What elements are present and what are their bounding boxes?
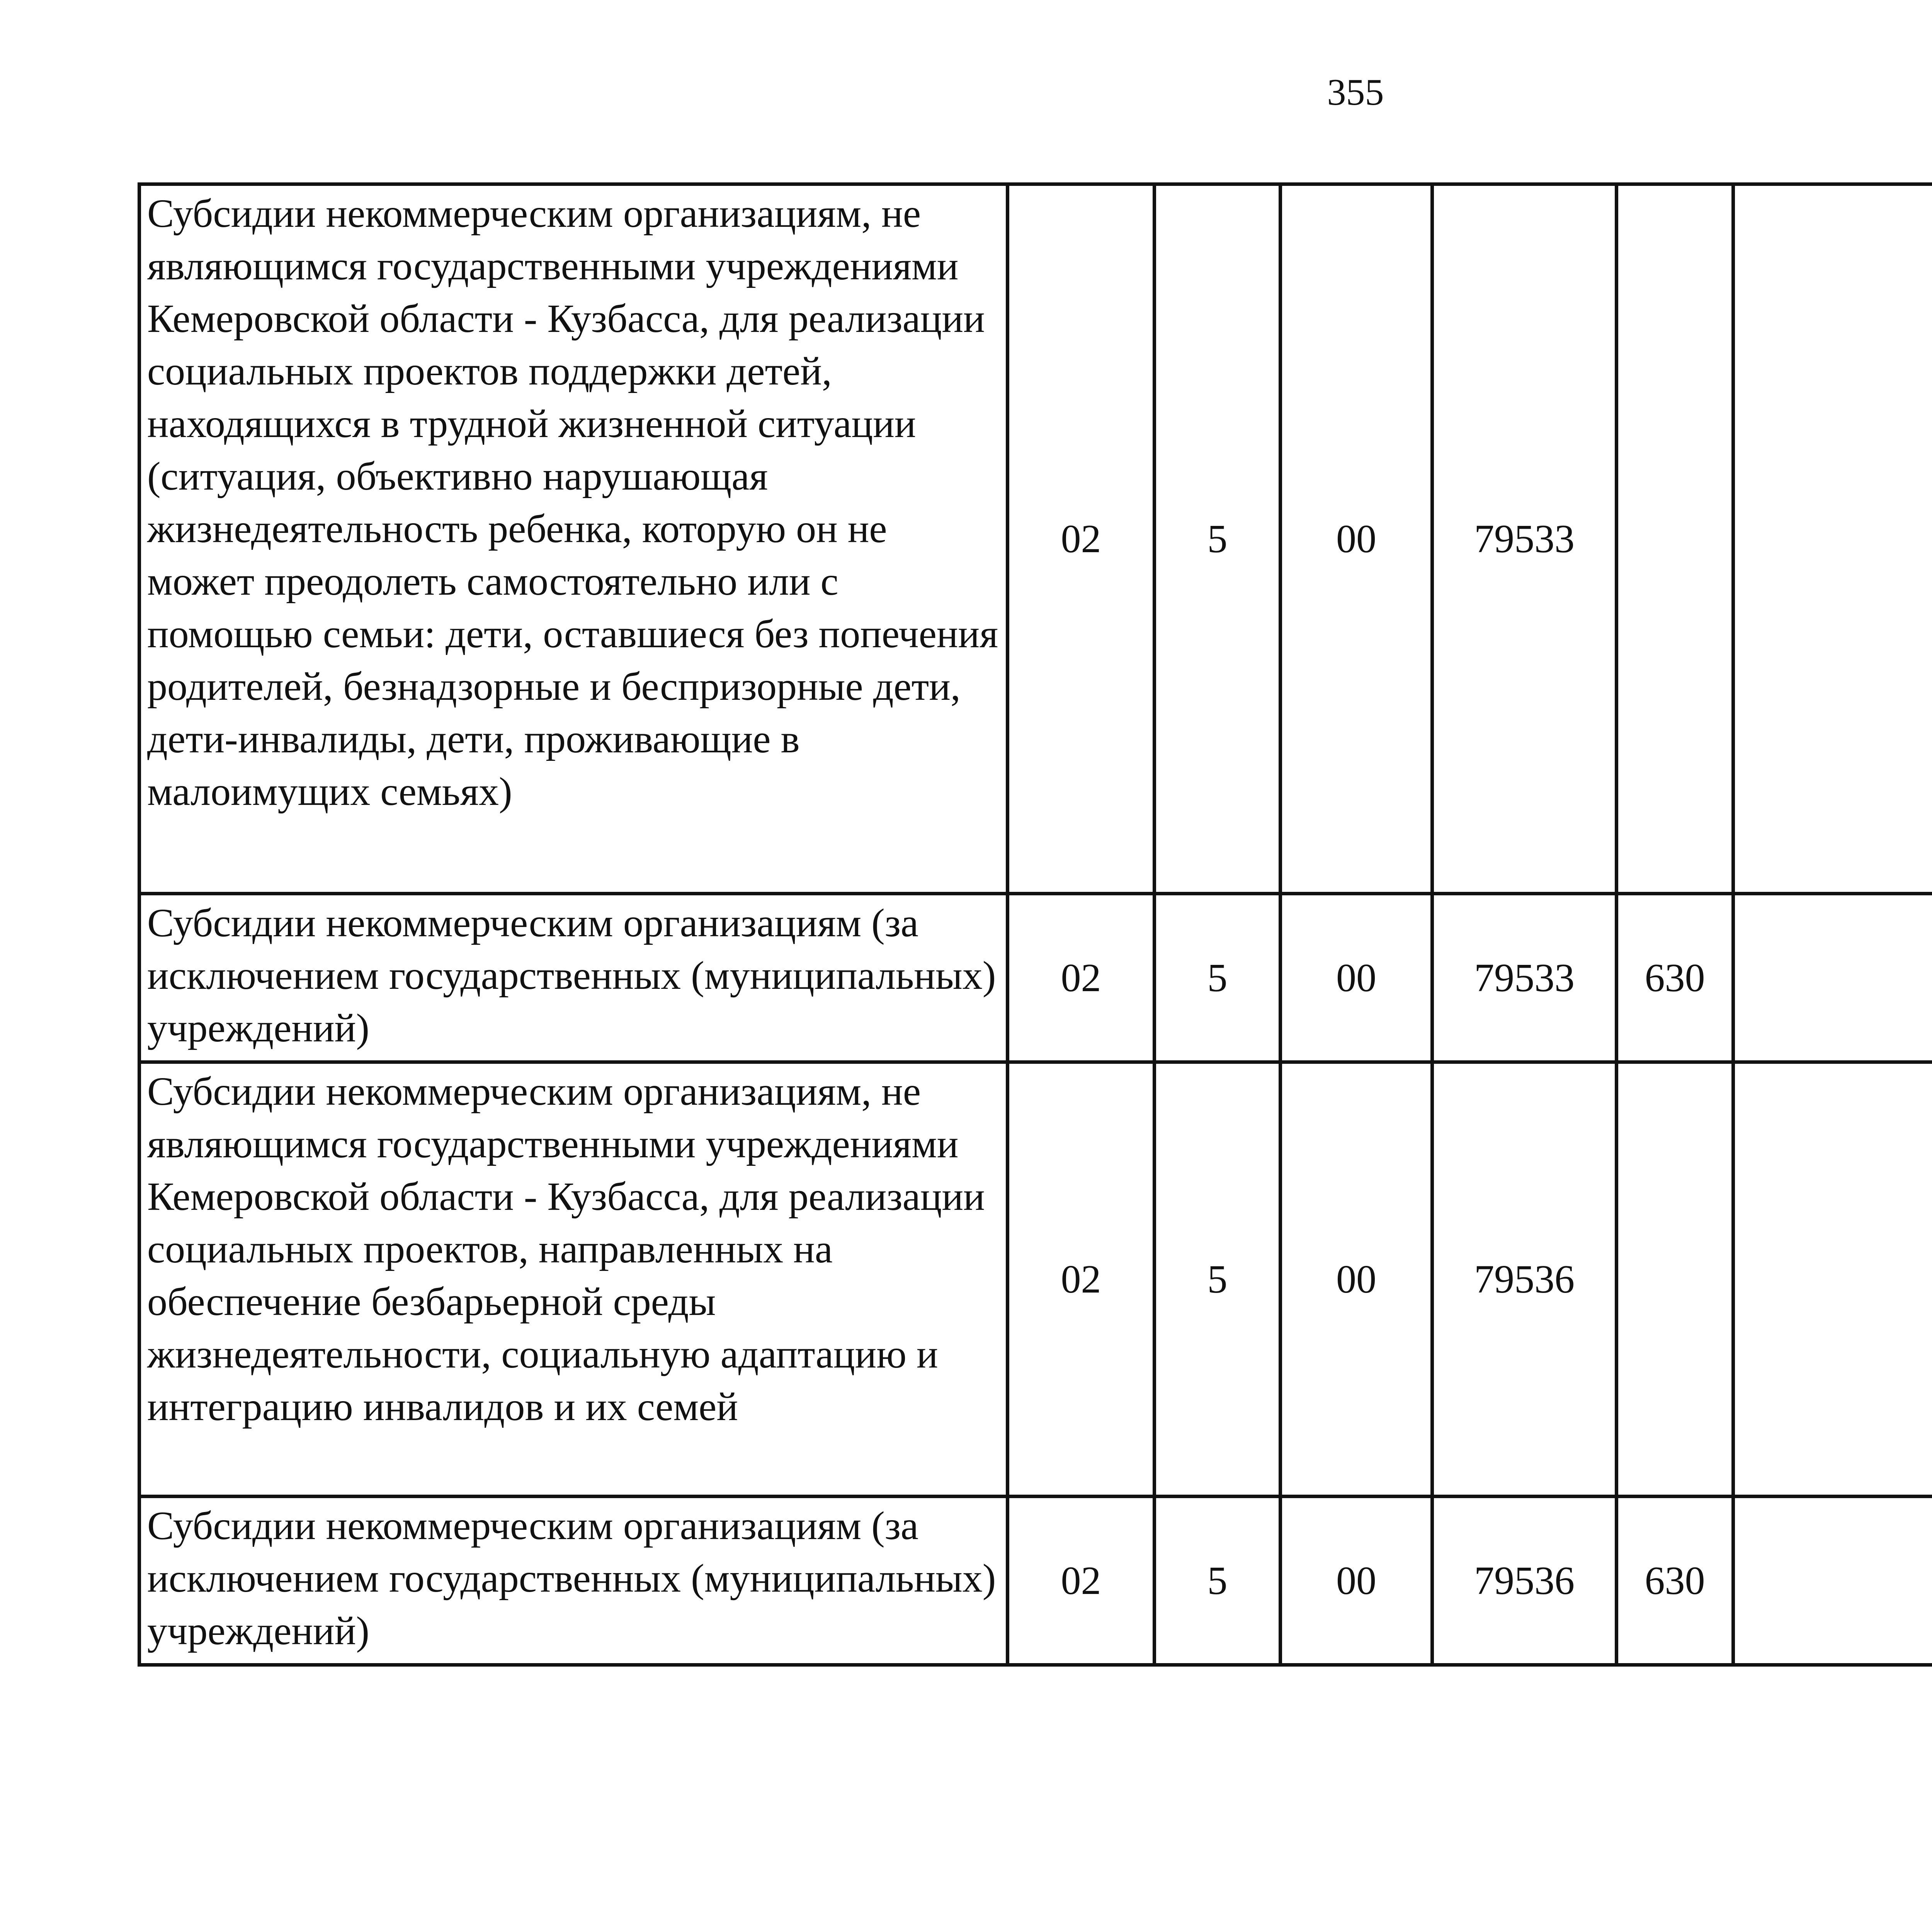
direction-code-cell: 79533 [1432, 894, 1617, 1062]
program-code-cell: 5 [1155, 894, 1281, 1062]
direction-code-cell: 79536 [1432, 1062, 1617, 1497]
amount-year1-cell [1733, 184, 1932, 894]
expense-type-cell [1617, 184, 1733, 894]
amount-year1-cell [1733, 894, 1932, 1062]
table-row [139, 184, 1932, 894]
table-row [139, 1062, 1932, 1497]
subprogram-code-cell: 00 [1281, 1062, 1432, 1497]
program-code-cell: 5 [1155, 184, 1281, 894]
subprogram-code-cell: 00 [1281, 184, 1432, 894]
table-row [139, 1497, 1932, 1665]
expense-type-cell: 630 [1617, 894, 1733, 1062]
section-code-cell: 02 [1008, 1497, 1155, 1665]
subprogram-code-cell: 00 [1281, 894, 1432, 1062]
section-code-cell: 02 [1008, 1062, 1155, 1497]
budget-table [138, 182, 1932, 1667]
program-code-cell: 5 [1155, 1062, 1281, 1497]
subprogram-code-cell: 00 [1281, 1497, 1432, 1665]
table-row [139, 894, 1932, 1062]
row-name-cell: Субсидии некоммерческим организациям (за исключением государственных (муниципальных) учреждений) [139, 894, 1008, 1062]
program-code-cell: 5 [1155, 1497, 1281, 1665]
direction-code-cell: 79536 [1432, 1497, 1617, 1665]
expense-type-cell [1617, 1062, 1733, 1497]
row-name-cell: Субсидии некоммерческим организациям, не являющимся государственными учреждениями Кемеровской области - Кузбасса, для реализации социальных проектов, направленных на обеспечение безбарьерной среды жизнедеятельности, социальную адаптацию и интеграцию инвалидов и их семей [139, 1062, 1008, 1497]
expense-type-cell: 630 [1617, 1497, 1733, 1665]
amount-year1-cell [1733, 1497, 1932, 1665]
section-code-cell: 02 [1008, 184, 1155, 894]
amount-year1-cell [1733, 1062, 1932, 1497]
page-number: 355 [1327, 71, 1384, 113]
row-name-cell: Субсидии некоммерческим организациям (за исключением государственных (муниципальных) учреждений) [139, 1497, 1008, 1665]
direction-code-cell: 79533 [1432, 184, 1617, 894]
row-name-cell: Субсидии некоммерческим организациям, не являющимся государственными учреждениями Кемеровской области - Кузбасса, для реализации социальных проектов поддержки детей, находящихся в трудной жизненной ситуации (ситуация, объективно нарушающая жизнедеятельность ребенка, которую он не может преодолеть самостоятельно или с помощью семьи: дети, оставшиеся без попечения родителей, безнадзорные и беспризорные дети, дети-инвалиды, дети, проживающие в малоимущих семьях) [139, 184, 1008, 894]
section-code-cell: 02 [1008, 894, 1155, 1062]
